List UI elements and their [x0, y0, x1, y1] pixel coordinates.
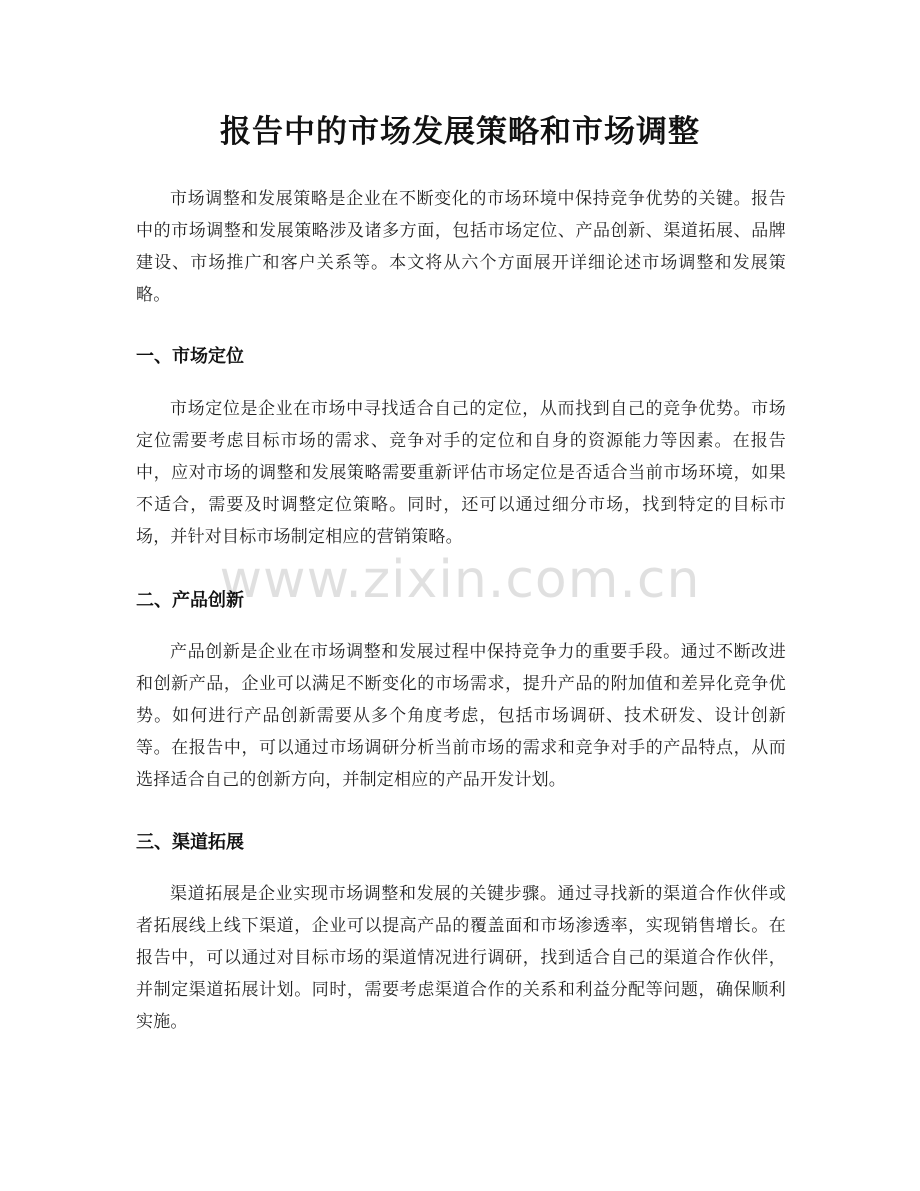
section-body-channel-expansion: 渠道拓展是企业实现市场调整和发展的关键步骤。通过寻找新的渠道合作伙伴或者拓展线上线下渠道，企业可以提高产品的覆盖面和市场渗透率，实现销售增长。在报告中，可以通过对目标市场的渠道情况进行调研，找到适合自己的渠道合作伙伴，并制定渠道拓展计划。同时，需要考虑渠道合作的关系和利益分配等问题，确保顺利实施。 [136, 884, 786, 1032]
section-heading-product-innovation: 二、产品创新 [136, 590, 244, 611]
section-heading-market-positioning: 一、市场定位 [136, 346, 244, 367]
section-body-market-positioning: 市场定位是企业在市场中寻找适合自己的定位，从而找到自己的竞争优势。市场定位需要考虑目标市场的需求、竞争对手的定位和自身的资源能力等因素。在报告中，应对市场的调整和发展策略需要重新评估市场定位是否适合当前市场环境，如果不适合，需要及时调整定位策略。同时，还可以通过细分市场，找到特定的目标市场，并针对目标市场制定相应的营销策略。 [136, 399, 786, 547]
intro-paragraph: 市场调整和发展策略是企业在不断变化的市场环境中保持竞争优势的关键。报告中的市场调整和发展策略涉及诸多方面，包括市场定位、产品创新、渠道拓展、品牌建设、市场推广和客户关系等。本文将从六个方面展开详细论述市场调整和发展策略。 [136, 189, 786, 305]
document-title: 报告中的市场发展策略和市场调整 [220, 114, 700, 150]
watermark: www.zixin.com.cn [219, 550, 701, 610]
section-body-product-innovation: 产品创新是企业在市场调整和发展过程中保持竞争力的重要手段。通过不断改进和创新产品，企业可以满足不断变化的市场需求，提升产品的附加值和差异化竞争优势。如何进行产品创新需要从多个角度考虑，包括市场调研、技术研发、设计创新等。在报告中，可以通过市场调研分析当前市场的需求和竞争对手的产品特点，从而选择适合自己的创新方向，并制定相应的产品开发计划。 [136, 642, 786, 790]
section-heading-channel-expansion: 三、渠道拓展 [136, 832, 244, 853]
